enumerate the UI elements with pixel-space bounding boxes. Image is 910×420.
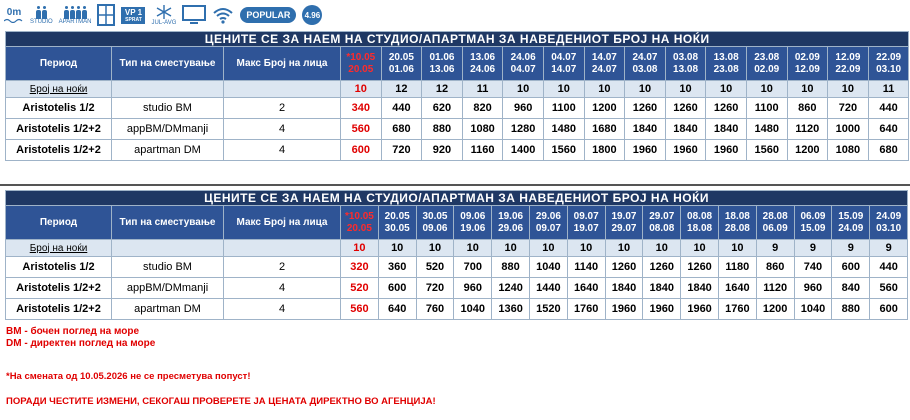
period-header [868,47,909,81]
nights-value: 10 [787,81,828,98]
price-cell: 1160 [462,140,503,161]
price-cell: 440 [381,98,422,119]
period-to: 09.06 [422,222,448,234]
nights-label: Број на ноќи [6,240,112,257]
column-header-period: Период [6,206,112,240]
price-cell: 1440 [529,278,567,299]
period-to: 04.07 [510,63,536,75]
accommodation-name: Aristotelis 1/2+2 [6,119,112,140]
period-to: 29.06 [498,222,524,234]
price-cell: 720 [416,278,454,299]
period-from: 23.08 [754,51,780,63]
period-header [643,206,681,240]
period-from: 09.07 [573,210,599,222]
period-from: 22.09 [876,51,902,63]
price-cell: 1260 [625,98,666,119]
table-row [6,257,908,278]
period-from: 09.06 [460,210,486,222]
table-row [6,140,909,161]
balcony-door-icon [97,4,115,26]
price-cell: 1680 [584,119,625,140]
period-to: 18.08 [687,222,713,234]
studio-icon-label: STUDIO [30,18,53,25]
amenity-icon-bar [4,2,322,28]
price-cell: 1100 [543,98,584,119]
nights-value: 10 [605,240,643,257]
price-cell: 880 [492,257,530,278]
price-cell: 440 [868,98,909,119]
price-cell: 1840 [605,278,643,299]
nights-empty-cell [224,240,341,257]
nights-value: 10 [681,240,719,257]
nights-value: 11 [462,81,503,98]
period-header [870,206,908,240]
price-cell: 700 [454,257,492,278]
period-header [567,206,605,240]
price-cell: 1280 [503,119,544,140]
accommodation-name: Aristotelis 1/2 [6,98,112,119]
nights-value: 10 [625,81,666,98]
period-to: 28.08 [724,222,750,234]
nights-value: 10 [416,240,454,257]
period-from: 03.08 [673,51,699,63]
price-cell: 860 [787,98,828,119]
accommodation-name: Aristotelis 1/2+2 [6,140,112,161]
max-persons: 4 [224,140,341,161]
discount-note: *На смената од 10.05.2026 не се пресметува попуст! [6,371,251,382]
price-cell: 520 [416,257,454,278]
period-to: 23.08 [713,63,739,75]
price-cell: 740 [794,257,832,278]
nights-empty-cell [112,240,224,257]
price-cell: 1260 [643,257,681,278]
price-cell: 1120 [787,119,828,140]
nights-value: 10 [492,240,530,257]
price-cell: 1100 [746,98,787,119]
period-header [828,47,869,81]
period-to: 03.10 [876,222,902,234]
period-to: 03.10 [876,63,902,75]
period-from: 04.07 [551,51,577,63]
legend-dm: DM - директен поглед на море [6,338,156,349]
period-to: 02.09 [754,63,780,75]
price-cell: 440 [870,257,908,278]
price-table-1-title-row [6,32,909,47]
period-to: 12.09 [794,63,820,75]
period-to: 24.06 [470,63,496,75]
price-cell: 1840 [706,119,747,140]
price-cell: 1200 [756,299,794,320]
period-header [378,206,416,240]
price-table-1-title: ЦЕНИТЕ СЕ ЗА НАЕМ НА СТУДИО/АПАРТМАН ЗА НАВЕДЕНИОТ БРОЈ НА НОЌИ [6,32,909,47]
apartment-icon-label: APARTMAN [58,18,92,25]
price-cell: 1480 [746,119,787,140]
price-cell: 1560 [746,140,787,161]
rating-badge: 4.96 [302,5,322,25]
price-table-2-title: ЦЕНИТЕ СЕ ЗА НАЕМ НА СТУДИО/АПАРТМАН ЗА НАВЕДЕНИОТ БРОЈ НА НОЌИ [6,191,908,206]
table-row [6,278,908,299]
period-header [832,206,870,240]
price-cell: 1640 [718,278,756,299]
price-cell: 640 [378,299,416,320]
period-to: 24.07 [591,63,617,75]
period-header [584,47,625,81]
accommodation-name: Aristotelis 1/2+2 [6,278,112,299]
price-cell: 1200 [787,140,828,161]
price-table-1-header-row [6,47,909,81]
price-cell: 1800 [584,140,625,161]
price-table-2-header-row [6,206,908,240]
period-from: 20.05 [388,51,414,63]
column-header-max-persons: Макс Број на лица [224,206,341,240]
price-cell: 760 [416,299,454,320]
legend-bm: BM - бочен поглед на море [6,326,140,337]
price-cell: 1000 [828,119,869,140]
period-header [454,206,492,240]
price-cell: 520 [341,278,379,299]
price-cell: 560 [341,119,382,140]
price-cell: 1480 [543,119,584,140]
accommodation-type: apartman DM [112,299,224,320]
accommodation-type: studio BM [112,98,224,119]
price-cell: 720 [828,98,869,119]
period-to: 06.09 [762,222,788,234]
max-persons: 4 [224,299,341,320]
nights-value: 9 [832,240,870,257]
price-cell: 960 [794,278,832,299]
popular-badge: POPULAR [240,7,296,23]
table-row [6,299,908,320]
price-cell: 960 [503,98,544,119]
price-cell: 820 [462,98,503,119]
period-from: 18.08 [724,210,750,222]
period-from: 14.07 [591,51,617,63]
price-cell: 1260 [605,257,643,278]
nights-value: 10 [584,81,625,98]
beach-distance-label: 0m [6,7,22,18]
price-cell: 340 [341,98,382,119]
period-from: 19.07 [611,210,637,222]
nights-value: 10 [341,240,379,257]
price-cell: 1040 [454,299,492,320]
price-cell: 1080 [828,140,869,161]
period-to: 14.07 [551,63,577,75]
price-cell: 1120 [756,278,794,299]
tv-icon [182,5,206,25]
price-cell: 720 [381,140,422,161]
period-header [794,206,832,240]
beach-distance-icon [4,7,24,23]
price-cell: 600 [832,257,870,278]
period-header [756,206,794,240]
price-cell: 1520 [529,299,567,320]
price-cell: 1360 [492,299,530,320]
period-header [492,206,530,240]
apartment-icon [59,6,92,25]
nights-value: 9 [756,240,794,257]
price-cell: 960 [454,278,492,299]
price-cell: 1960 [706,140,747,161]
nights-value: 12 [381,81,422,98]
period-header [381,47,422,81]
period-from: 13.08 [713,51,739,63]
period-header [746,47,787,81]
price-cell: 560 [341,299,379,320]
studio-icon [30,6,53,25]
period-to: 20.05 [348,63,374,75]
price-cell: 1960 [625,140,666,161]
period-from: 29.07 [649,210,675,222]
price-cell: 1400 [503,140,544,161]
period-to: 15.09 [800,222,826,234]
price-cell: 680 [381,119,422,140]
period-header [462,47,503,81]
accommodation-type: appBM/DMmanji [112,278,224,299]
period-header [422,47,463,81]
nights-value: 10 [543,81,584,98]
price-cell: 1960 [605,299,643,320]
max-persons: 2 [224,98,341,119]
period-header [341,206,379,240]
nights-value: 9 [794,240,832,257]
column-header-period: Период [6,47,112,81]
price-cell: 920 [422,140,463,161]
period-to: 13.06 [429,63,455,75]
period-to: 03.08 [632,63,658,75]
nights-value: 10 [643,240,681,257]
price-cell: 1260 [681,257,719,278]
nights-value: 10 [718,240,756,257]
price-cell: 620 [422,98,463,119]
period-from: *10.05 [344,210,374,222]
price-cell: 1760 [718,299,756,320]
period-header [543,47,584,81]
nights-value: 10 [746,81,787,98]
accommodation-type: apartman DM [112,140,224,161]
period-to: 20.05 [346,222,372,234]
period-from: 24.09 [876,210,902,222]
period-from: 28.08 [762,210,788,222]
period-from: 24.06 [510,51,536,63]
air-conditioning-label: JUL-AVG [151,20,177,26]
period-header [706,47,747,81]
period-to: 22.09 [835,63,861,75]
price-cell: 560 [870,278,908,299]
nights-value: 10 [567,240,605,257]
column-header-max-persons: Макс Број на лица [224,47,341,81]
price-cell: 1560 [543,140,584,161]
price-cell: 600 [870,299,908,320]
price-table-1-nights-row [6,81,909,98]
nights-value: 10 [529,240,567,257]
period-header [681,206,719,240]
period-from: 12.09 [835,51,861,63]
price-cell: 880 [832,299,870,320]
price-cell: 1840 [625,119,666,140]
accommodation-name: Aristotelis 1/2+2 [6,299,112,320]
period-from: 30.05 [422,210,448,222]
period-header [605,206,643,240]
legend [6,326,155,350]
accommodation-name: Aristotelis 1/2 [6,257,112,278]
price-cell: 1260 [706,98,747,119]
floor-badge [121,7,145,24]
period-from: 15.09 [838,210,864,222]
period-from: 13.06 [470,51,496,63]
price-cell: 840 [832,278,870,299]
max-persons: 2 [224,257,341,278]
table-row [6,98,909,119]
nights-value: 9 [870,240,908,257]
price-cell: 1840 [681,278,719,299]
price-cell: 360 [378,257,416,278]
accommodation-type: studio BM [112,257,224,278]
nights-value: 11 [868,81,909,98]
nights-value: 10 [341,81,382,98]
section-divider [0,184,910,186]
nights-empty-cell [112,81,224,98]
period-to: 09.07 [535,222,561,234]
nights-value: 10 [706,81,747,98]
price-cell: 1080 [462,119,503,140]
nights-value: 10 [503,81,544,98]
price-cell: 320 [341,257,379,278]
period-from: 29.06 [535,210,561,222]
price-cell: 680 [868,140,909,161]
nights-value: 10 [665,81,706,98]
price-cell: 640 [868,119,909,140]
period-to: 24.09 [838,222,864,234]
column-header-type: Тип на сместување [112,206,224,240]
period-header [718,206,756,240]
period-to: 13.08 [673,63,699,75]
nights-value: 10 [378,240,416,257]
floor-badge-label: VP 1 [124,7,143,17]
period-from: *10.05 [346,51,376,63]
price-cell: 880 [422,119,463,140]
period-from: 06.09 [800,210,826,222]
max-persons: 4 [224,278,341,299]
price-cell: 1840 [665,119,706,140]
nights-value: 12 [422,81,463,98]
period-from: 20.05 [384,210,410,222]
price-cell: 1960 [665,140,706,161]
price-cell: 860 [756,257,794,278]
period-from: 02.09 [794,51,820,63]
period-to: 30.05 [384,222,410,234]
period-header [665,47,706,81]
price-cell: 600 [378,278,416,299]
period-from: 01.06 [429,51,455,63]
period-header [503,47,544,81]
nights-value: 10 [828,81,869,98]
price-cell: 1140 [567,257,605,278]
price-table-2 [5,190,908,320]
price-table-2-nights-row [6,240,908,257]
period-from: 24.07 [632,51,658,63]
price-cell: 1180 [718,257,756,278]
price-table-1 [5,31,909,161]
price-cell: 1200 [584,98,625,119]
price-cell: 1960 [681,299,719,320]
nights-empty-cell [224,81,341,98]
period-from: 08.08 [687,210,713,222]
column-header-type: Тип на сместување [112,47,224,81]
period-from: 19.06 [498,210,524,222]
price-cell: 1960 [643,299,681,320]
period-to: 01.06 [388,63,414,75]
period-to: 08.08 [649,222,675,234]
table-row [6,119,909,140]
price-cell: 600 [341,140,382,161]
floor-badge-icon [121,7,145,24]
max-persons: 4 [224,119,341,140]
price-cell: 1640 [567,278,605,299]
warning-note: ПОРАДИ ЧЕСТИТЕ ИЗМЕНИ, СЕКОГАШ ПРОВЕРЕТЕ ЈА ЦЕНАТА ДИРЕКТНО ВО АГЕНЦИЈА! [6,396,436,407]
nights-label: Број на ноќи [6,81,112,98]
accommodation-type: appBM/DMmanji [112,119,224,140]
wifi-icon [212,6,234,24]
price-table-2-title-row [6,191,908,206]
period-header [787,47,828,81]
price-cell: 1040 [794,299,832,320]
period-to: 19.07 [573,222,599,234]
period-header [625,47,666,81]
period-to: 29.07 [611,222,637,234]
price-cell: 1240 [492,278,530,299]
air-conditioning-icon [151,4,176,26]
period-header [416,206,454,240]
floor-badge-sub: SPRAT [125,16,142,23]
price-cell: 1760 [567,299,605,320]
price-cell: 1260 [665,98,706,119]
period-header [341,47,382,81]
price-cell: 1040 [529,257,567,278]
period-header [529,206,567,240]
price-cell: 1840 [643,278,681,299]
period-to: 19.06 [460,222,486,234]
nights-value: 10 [454,240,492,257]
